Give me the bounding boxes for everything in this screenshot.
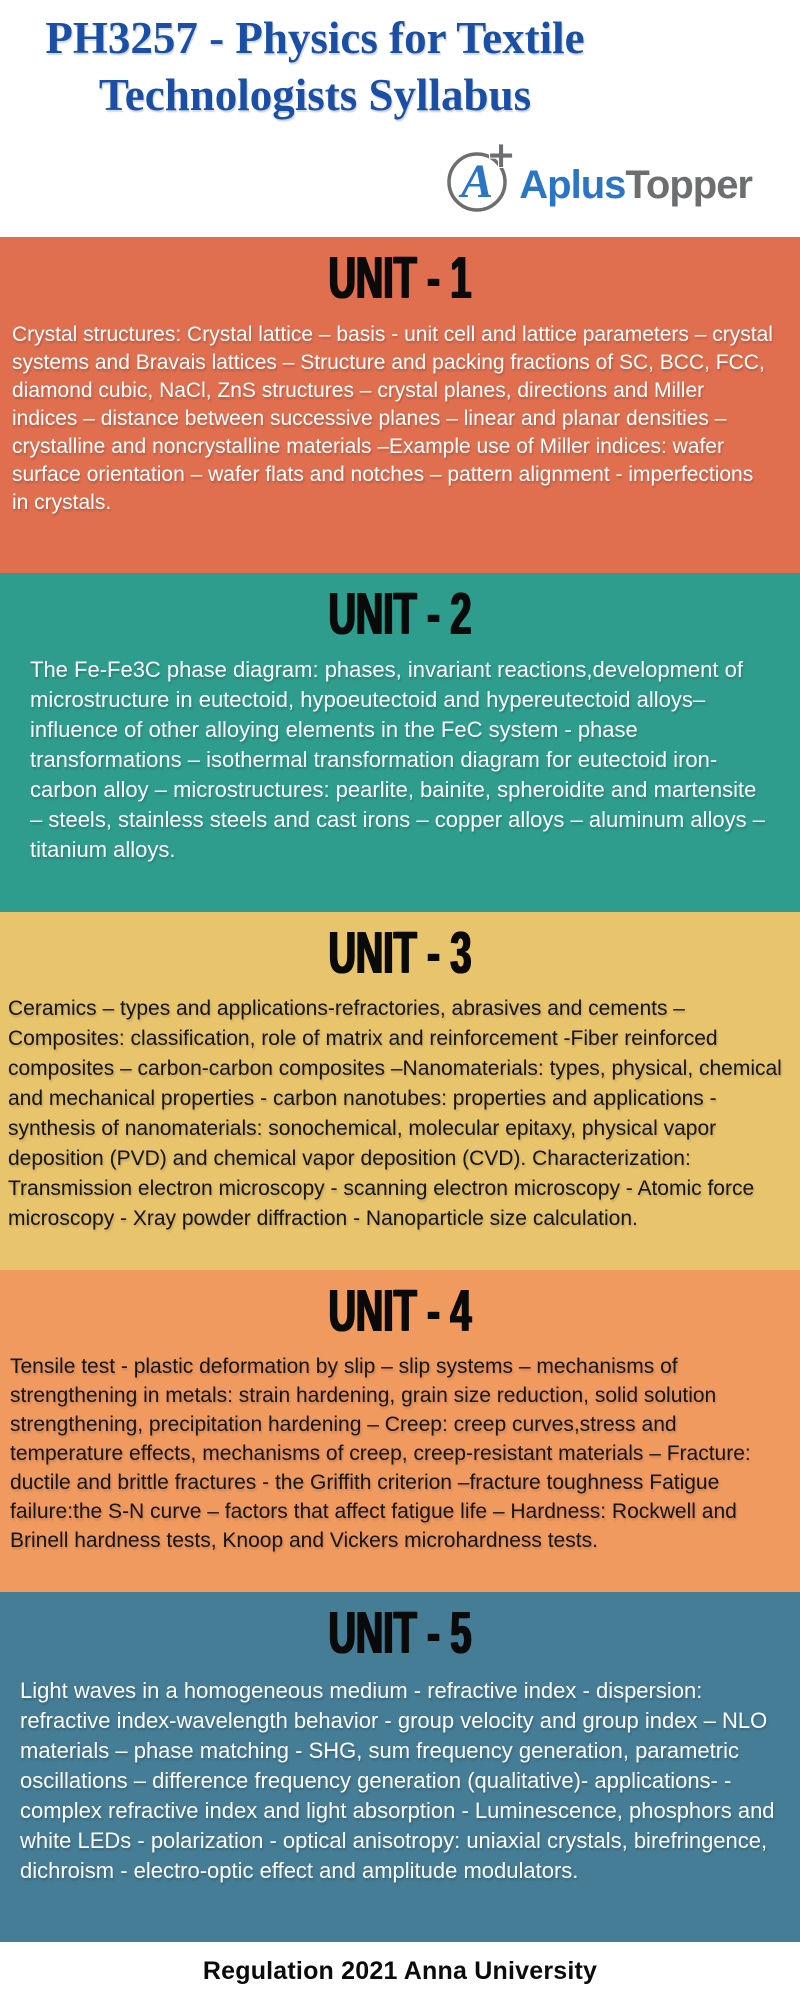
page-title-line-2: Technologists Syllabus bbox=[98, 70, 532, 120]
unit-1-section bbox=[0, 237, 800, 573]
logo-plus-icon: + bbox=[487, 138, 515, 181]
unit-1-heading: UNIT - 1 bbox=[328, 245, 472, 312]
logo-wordmark bbox=[519, 162, 752, 208]
aplustopper-logo bbox=[445, 138, 752, 214]
unit-2-section bbox=[0, 573, 800, 912]
logo-wordmark-aplus: Aplus bbox=[519, 163, 626, 207]
unit-3-section bbox=[0, 912, 800, 1270]
unit-4-description: Tensile test - plastic deformation by slip – slip systems – mechanisms of strengthening in metals: strain hardening, grain size reduction, solid solution strengthening, precipitation hardening – Creep: creep curves,stress and temperature effects, mechanisms of creep, creep-resistant materials – Fracture: ductile and brittle fractures - the Griffith criterion –fracture toughness Fatigue failure:the S-N curve – factors that affect fatigue life – Hardness: Rockwell and Brinell hardness tests, Knoop and Vickers microhardness tests. bbox=[10, 1355, 751, 1552]
regulation-text: Regulation 2021 Anna University bbox=[202, 1957, 598, 1985]
unit-2-description: The Fe-Fe3C phase diagram: phases, invariant reactions,development of microstructure in eutectoid, hypoeutectoid and hypereutectoid alloys–influence of other alloying elements in the FeC system - phase transformations – isothermal transformation diagram for eutectoid iron-carbon alloy – microstructures: pearlite, bainite, spheroidite and martensite – steels, stainless steels and cast irons – copper alloys – aluminum alloys – titanium alloys. bbox=[30, 657, 765, 862]
page-title bbox=[0, 0, 630, 124]
unit-3-heading-row bbox=[0, 918, 800, 987]
unit-5-description: Light waves in a homogeneous medium - refractive index - dispersion: refractive index-wavelength behavior - group velocity and group index – NLO materials – phase matching - SHG, sum frequency generation, parametric oscillations – difference frequency generation (qualitative)- applications- - complex refractive index and light absorption - Luminescence, phosphors and white LEDs - polarization - optical anisotropy: uniaxial crystals, birefringence, dichroism - electro-optic effect and amplitude modulators. bbox=[20, 1678, 775, 1883]
unit-3-description: Ceramics – types and applications-refractories, abrasives and cements – Composites: classification, role of matrix and reinforcement -Fiber reinforced composites – carbon-carbon composites –Nanomaterials: types, physical, chemical and mechanical properties - carbon nanotubes: properties and applications - synthesis of nanomaterials: sonochemical, molecular epitaxy, physical vapor deposition (PVD) and chemical vapor deposition (CVD). Characterization: Transmission electron microscopy - scanning electron microscopy - Atomic force microscopy - Xray powder diffraction - Nanoparticle size calculation. bbox=[8, 997, 782, 1230]
unit-1-heading-row bbox=[0, 243, 800, 312]
unit-4-heading-row bbox=[0, 1276, 800, 1345]
logo-wordmark-topper: Topper bbox=[625, 163, 752, 207]
unit-5-heading-row bbox=[0, 1598, 800, 1667]
unit-1-description: Crystal structures: Crystal lattice – basis - unit cell and lattice parameters – crystal systems and Bravais lattices – Structure and packing fractions of SC, BCC, FCC, diamond cubic, NaCl, ZnS structures – crystal planes, directions and Miller indices – distance between successive planes – linear and planar densities – crystalline and noncrystalline materials –Example use of Miller indices: wafer surface orientation – wafer flats and notches – pattern alignment - imperfections in crystals. bbox=[12, 323, 773, 514]
unit-3-heading: UNIT - 3 bbox=[328, 920, 472, 987]
logo-letter-a: A bbox=[461, 155, 494, 208]
aplustopper-mark-icon bbox=[445, 138, 517, 214]
unit-4-heading: UNIT - 4 bbox=[328, 1278, 472, 1345]
footer bbox=[0, 1942, 800, 2000]
page-title-line-1: PH3257 - Physics for Textile bbox=[45, 13, 585, 63]
header bbox=[0, 0, 800, 237]
unit-4-section bbox=[0, 1270, 800, 1592]
unit-2-heading-row bbox=[0, 579, 800, 648]
unit-5-section bbox=[0, 1592, 800, 1942]
unit-2-heading: UNIT - 2 bbox=[328, 581, 472, 648]
unit-5-heading: UNIT - 5 bbox=[328, 1600, 472, 1667]
